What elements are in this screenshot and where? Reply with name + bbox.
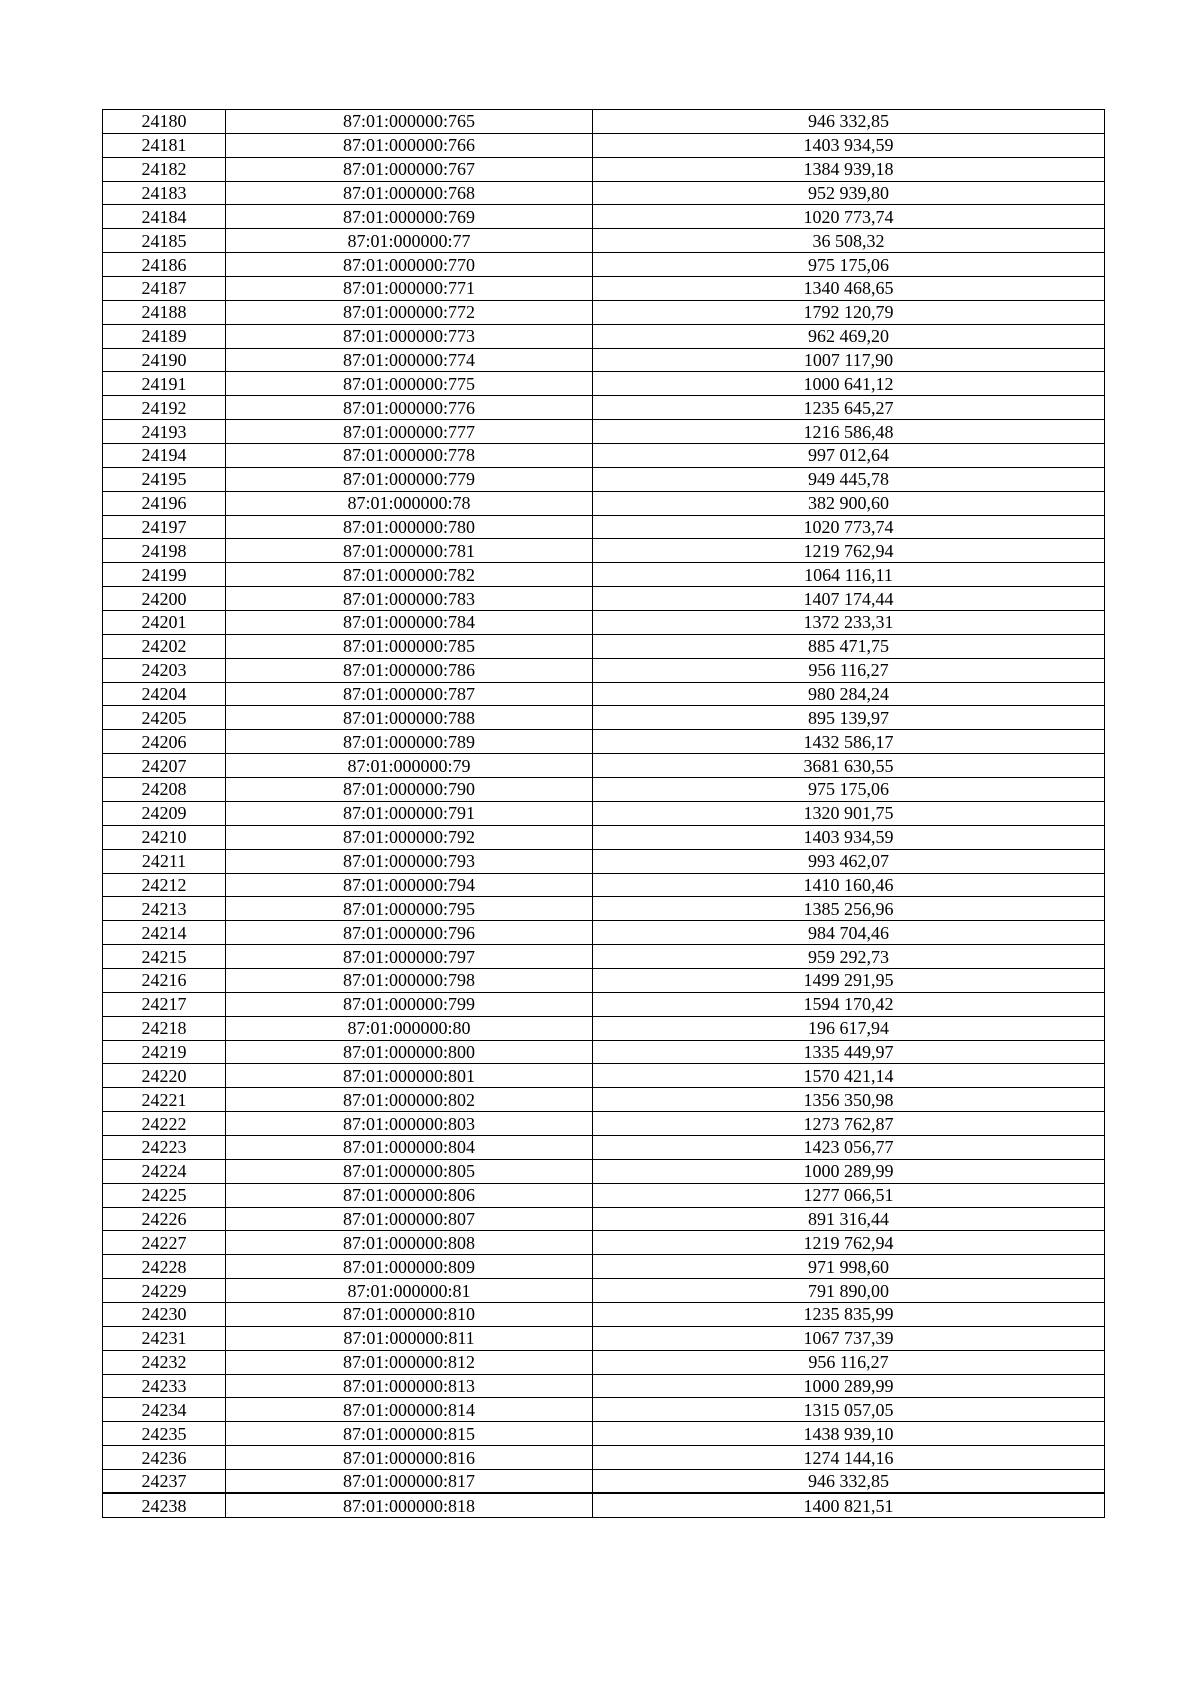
table-row <box>103 467 1105 491</box>
table-row <box>103 1207 1105 1231</box>
table-row <box>103 1350 1105 1374</box>
value-cell: 1372 233,31 <box>593 611 1105 635</box>
cadastral-number-cell: 87:01:000000:778 <box>226 444 593 468</box>
row-number-cell: 24236 <box>103 1446 226 1470</box>
row-number-cell: 24220 <box>103 1064 226 1088</box>
value-cell: 1438 939,10 <box>593 1422 1105 1446</box>
value-cell: 984 704,46 <box>593 921 1105 945</box>
table-row <box>103 825 1105 849</box>
value-cell: 959 292,73 <box>593 945 1105 969</box>
table-row <box>103 253 1105 277</box>
cadastral-number-cell: 87:01:000000:815 <box>226 1422 593 1446</box>
table-row <box>103 1159 1105 1183</box>
value-cell: 1315 057,05 <box>593 1398 1105 1422</box>
value-cell: 891 316,44 <box>593 1207 1105 1231</box>
table-row <box>103 563 1105 587</box>
value-cell: 1216 586,48 <box>593 420 1105 444</box>
cadastral-number-cell: 87:01:000000:788 <box>226 706 593 730</box>
cadastral-number-cell: 87:01:000000:817 <box>226 1469 593 1493</box>
value-cell: 1403 934,59 <box>593 825 1105 849</box>
table-row <box>103 682 1105 706</box>
table-row <box>103 730 1105 754</box>
row-number-cell: 24231 <box>103 1326 226 1350</box>
row-number-cell: 24180 <box>103 110 226 134</box>
cadastral-number-cell: 87:01:000000:789 <box>226 730 593 754</box>
row-number-cell: 24214 <box>103 921 226 945</box>
table-row <box>103 205 1105 229</box>
table-row <box>103 300 1105 324</box>
table-row <box>103 754 1105 778</box>
table-row <box>103 277 1105 301</box>
row-number-cell: 24225 <box>103 1183 226 1207</box>
value-cell: 885 471,75 <box>593 634 1105 658</box>
table-row <box>103 539 1105 563</box>
table-row <box>103 658 1105 682</box>
value-cell: 1020 773,74 <box>593 205 1105 229</box>
value-cell: 1594 170,42 <box>593 992 1105 1016</box>
table-row <box>103 348 1105 372</box>
table-row <box>103 873 1105 897</box>
row-number-cell: 24205 <box>103 706 226 730</box>
cadastral-number-cell: 87:01:000000:798 <box>226 968 593 992</box>
row-number-cell: 24206 <box>103 730 226 754</box>
row-number-cell: 24204 <box>103 682 226 706</box>
value-cell: 956 116,27 <box>593 658 1105 682</box>
cadastral-number-cell: 87:01:000000:775 <box>226 372 593 396</box>
value-cell: 196 617,94 <box>593 1016 1105 1040</box>
row-number-cell: 24234 <box>103 1398 226 1422</box>
row-number-cell: 24219 <box>103 1040 226 1064</box>
cadastral-number-cell: 87:01:000000:81 <box>226 1279 593 1303</box>
cadastral-number-cell: 87:01:000000:794 <box>226 873 593 897</box>
cadastral-number-cell: 87:01:000000:804 <box>226 1135 593 1159</box>
table-row <box>103 1135 1105 1159</box>
row-number-cell: 24237 <box>103 1469 226 1493</box>
value-cell: 1356 350,98 <box>593 1088 1105 1112</box>
table-row <box>103 968 1105 992</box>
table-body <box>103 110 1105 1518</box>
cadastral-number-cell: 87:01:000000:809 <box>226 1255 593 1279</box>
value-cell: 36 508,32 <box>593 229 1105 253</box>
row-number-cell: 24197 <box>103 515 226 539</box>
value-cell: 3681 630,55 <box>593 754 1105 778</box>
table-row <box>103 420 1105 444</box>
value-cell: 1320 901,75 <box>593 801 1105 825</box>
cadastral-number-cell: 87:01:000000:768 <box>226 181 593 205</box>
row-number-cell: 24227 <box>103 1231 226 1255</box>
cadastral-number-cell: 87:01:000000:796 <box>226 921 593 945</box>
value-cell: 1340 468,65 <box>593 277 1105 301</box>
row-number-cell: 24208 <box>103 778 226 802</box>
row-number-cell: 24207 <box>103 754 226 778</box>
cadastral-number-cell: 87:01:000000:783 <box>226 587 593 611</box>
row-number-cell: 24233 <box>103 1374 226 1398</box>
value-cell: 946 332,85 <box>593 110 1105 134</box>
value-cell: 382 900,60 <box>593 491 1105 515</box>
value-cell: 1410 160,46 <box>593 873 1105 897</box>
row-number-cell: 24221 <box>103 1088 226 1112</box>
row-number-cell: 24202 <box>103 634 226 658</box>
table-row <box>103 229 1105 253</box>
table-row <box>103 133 1105 157</box>
table-row <box>103 1374 1105 1398</box>
value-cell: 1235 645,27 <box>593 396 1105 420</box>
cadastral-number-cell: 87:01:000000:787 <box>226 682 593 706</box>
row-number-cell: 24211 <box>103 849 226 873</box>
cadastral-number-cell: 87:01:000000:799 <box>226 992 593 1016</box>
row-number-cell: 24196 <box>103 491 226 515</box>
table-row <box>103 1469 1105 1493</box>
row-number-cell: 24184 <box>103 205 226 229</box>
value-cell: 962 469,20 <box>593 324 1105 348</box>
cadastral-number-cell: 87:01:000000:780 <box>226 515 593 539</box>
row-number-cell: 24201 <box>103 611 226 635</box>
value-cell: 1792 120,79 <box>593 300 1105 324</box>
cadastral-number-cell: 87:01:000000:800 <box>226 1040 593 1064</box>
cadastral-number-cell: 87:01:000000:766 <box>226 133 593 157</box>
cadastral-number-cell: 87:01:000000:797 <box>226 945 593 969</box>
table-row <box>103 587 1105 611</box>
row-number-cell: 24203 <box>103 658 226 682</box>
value-cell: 956 116,27 <box>593 1350 1105 1374</box>
row-number-cell: 24230 <box>103 1302 226 1326</box>
row-number-cell: 24209 <box>103 801 226 825</box>
row-number-cell: 24216 <box>103 968 226 992</box>
cadastral-number-cell: 87:01:000000:806 <box>226 1183 593 1207</box>
value-cell: 1384 939,18 <box>593 157 1105 181</box>
value-cell: 946 332,85 <box>593 1469 1105 1493</box>
cadastral-number-cell: 87:01:000000:773 <box>226 324 593 348</box>
cadastral-number-cell: 87:01:000000:770 <box>226 253 593 277</box>
value-cell: 1219 762,94 <box>593 1231 1105 1255</box>
table-row <box>103 1183 1105 1207</box>
row-number-cell: 24210 <box>103 825 226 849</box>
table-row <box>103 1446 1105 1470</box>
value-cell: 949 445,78 <box>593 467 1105 491</box>
row-number-cell: 24217 <box>103 992 226 1016</box>
table-row <box>103 992 1105 1016</box>
cadastral-number-cell: 87:01:000000:771 <box>226 277 593 301</box>
cadastral-number-cell: 87:01:000000:802 <box>226 1088 593 1112</box>
row-number-cell: 24188 <box>103 300 226 324</box>
table-row <box>103 778 1105 802</box>
cadastral-number-cell: 87:01:000000:786 <box>226 658 593 682</box>
cadastral-number-cell: 87:01:000000:807 <box>226 1207 593 1231</box>
cadastral-number-cell: 87:01:000000:810 <box>226 1302 593 1326</box>
cadastral-value-table <box>102 109 1105 1518</box>
value-cell: 1000 641,12 <box>593 372 1105 396</box>
row-number-cell: 24198 <box>103 539 226 563</box>
cadastral-number-cell: 87:01:000000:792 <box>226 825 593 849</box>
table-row <box>103 1040 1105 1064</box>
value-cell: 1273 762,87 <box>593 1112 1105 1136</box>
value-cell: 1219 762,94 <box>593 539 1105 563</box>
table-row <box>103 1279 1105 1303</box>
value-cell: 1403 934,59 <box>593 133 1105 157</box>
table-row <box>103 897 1105 921</box>
value-cell: 1400 821,51 <box>593 1493 1105 1517</box>
row-number-cell: 24181 <box>103 133 226 157</box>
cadastral-number-cell: 87:01:000000:79 <box>226 754 593 778</box>
table-row <box>103 801 1105 825</box>
table-row <box>103 157 1105 181</box>
value-cell: 1235 835,99 <box>593 1302 1105 1326</box>
value-cell: 1385 256,96 <box>593 897 1105 921</box>
row-number-cell: 24185 <box>103 229 226 253</box>
cadastral-number-cell: 87:01:000000:777 <box>226 420 593 444</box>
cadastral-number-cell: 87:01:000000:784 <box>226 611 593 635</box>
table-row <box>103 1493 1105 1517</box>
value-cell: 1064 116,11 <box>593 563 1105 587</box>
cadastral-number-cell: 87:01:000000:772 <box>226 300 593 324</box>
row-number-cell: 24186 <box>103 253 226 277</box>
row-number-cell: 24238 <box>103 1493 226 1517</box>
value-cell: 1000 289,99 <box>593 1159 1105 1183</box>
row-number-cell: 24195 <box>103 467 226 491</box>
cadastral-number-cell: 87:01:000000:776 <box>226 396 593 420</box>
table-row <box>103 181 1105 205</box>
row-number-cell: 24215 <box>103 945 226 969</box>
cadastral-number-cell: 87:01:000000:818 <box>226 1493 593 1517</box>
table-row <box>103 1231 1105 1255</box>
table-row <box>103 491 1105 515</box>
row-number-cell: 24224 <box>103 1159 226 1183</box>
value-cell: 1277 066,51 <box>593 1183 1105 1207</box>
value-cell: 997 012,64 <box>593 444 1105 468</box>
table-row <box>103 1255 1105 1279</box>
cadastral-number-cell: 87:01:000000:80 <box>226 1016 593 1040</box>
row-number-cell: 24235 <box>103 1422 226 1446</box>
row-number-cell: 24218 <box>103 1016 226 1040</box>
row-number-cell: 24212 <box>103 873 226 897</box>
row-number-cell: 24213 <box>103 897 226 921</box>
row-number-cell: 24228 <box>103 1255 226 1279</box>
cadastral-number-cell: 87:01:000000:781 <box>226 539 593 563</box>
cadastral-number-cell: 87:01:000000:782 <box>226 563 593 587</box>
row-number-cell: 24183 <box>103 181 226 205</box>
table-row <box>103 1016 1105 1040</box>
row-number-cell: 24193 <box>103 420 226 444</box>
cadastral-number-cell: 87:01:000000:801 <box>226 1064 593 1088</box>
value-cell: 1020 773,74 <box>593 515 1105 539</box>
value-cell: 895 139,97 <box>593 706 1105 730</box>
value-cell: 1335 449,97 <box>593 1040 1105 1064</box>
value-cell: 1423 056,77 <box>593 1135 1105 1159</box>
cadastral-number-cell: 87:01:000000:808 <box>226 1231 593 1255</box>
row-number-cell: 24190 <box>103 348 226 372</box>
table-row <box>103 921 1105 945</box>
table-row <box>103 945 1105 969</box>
cadastral-number-cell: 87:01:000000:791 <box>226 801 593 825</box>
value-cell: 1499 291,95 <box>593 968 1105 992</box>
value-cell: 952 939,80 <box>593 181 1105 205</box>
cadastral-number-cell: 87:01:000000:790 <box>226 778 593 802</box>
row-number-cell: 24194 <box>103 444 226 468</box>
table-row <box>103 634 1105 658</box>
cadastral-number-cell: 87:01:000000:769 <box>226 205 593 229</box>
row-number-cell: 24226 <box>103 1207 226 1231</box>
cadastral-number-cell: 87:01:000000:816 <box>226 1446 593 1470</box>
table-row <box>103 1088 1105 1112</box>
cadastral-number-cell: 87:01:000000:767 <box>226 157 593 181</box>
value-cell: 975 175,06 <box>593 253 1105 277</box>
table-row <box>103 396 1105 420</box>
row-number-cell: 24187 <box>103 277 226 301</box>
table-row <box>103 1422 1105 1446</box>
value-cell: 1000 289,99 <box>593 1374 1105 1398</box>
row-number-cell: 24189 <box>103 324 226 348</box>
table-row <box>103 1398 1105 1422</box>
value-cell: 1007 117,90 <box>593 348 1105 372</box>
table-row <box>103 515 1105 539</box>
row-number-cell: 24229 <box>103 1279 226 1303</box>
table-row <box>103 1302 1105 1326</box>
table-row <box>103 849 1105 873</box>
table-row <box>103 1326 1105 1350</box>
cadastral-number-cell: 87:01:000000:793 <box>226 849 593 873</box>
cadastral-number-cell: 87:01:000000:765 <box>226 110 593 134</box>
cadastral-number-cell: 87:01:000000:78 <box>226 491 593 515</box>
cadastral-number-cell: 87:01:000000:812 <box>226 1350 593 1374</box>
table-row <box>103 611 1105 635</box>
row-number-cell: 24223 <box>103 1135 226 1159</box>
table-row <box>103 444 1105 468</box>
cadastral-number-cell: 87:01:000000:813 <box>226 1374 593 1398</box>
table-row <box>103 1064 1105 1088</box>
value-cell: 1407 174,44 <box>593 587 1105 611</box>
cadastral-number-cell: 87:01:000000:774 <box>226 348 593 372</box>
cadastral-number-cell: 87:01:000000:785 <box>226 634 593 658</box>
cadastral-number-cell: 87:01:000000:803 <box>226 1112 593 1136</box>
cadastral-number-cell: 87:01:000000:805 <box>226 1159 593 1183</box>
row-number-cell: 24200 <box>103 587 226 611</box>
table-row <box>103 706 1105 730</box>
table-row <box>103 372 1105 396</box>
row-number-cell: 24182 <box>103 157 226 181</box>
cadastral-number-cell: 87:01:000000:814 <box>226 1398 593 1422</box>
table-row <box>103 110 1105 134</box>
cadastral-number-cell: 87:01:000000:795 <box>226 897 593 921</box>
value-cell: 791 890,00 <box>593 1279 1105 1303</box>
table-row <box>103 1112 1105 1136</box>
value-cell: 1274 144,16 <box>593 1446 1105 1470</box>
value-cell: 975 175,06 <box>593 778 1105 802</box>
value-cell: 993 462,07 <box>593 849 1105 873</box>
cadastral-number-cell: 87:01:000000:77 <box>226 229 593 253</box>
value-cell: 1067 737,39 <box>593 1326 1105 1350</box>
table-row <box>103 324 1105 348</box>
value-cell: 971 998,60 <box>593 1255 1105 1279</box>
row-number-cell: 24191 <box>103 372 226 396</box>
cadastral-number-cell: 87:01:000000:779 <box>226 467 593 491</box>
value-cell: 1432 586,17 <box>593 730 1105 754</box>
value-cell: 980 284,24 <box>593 682 1105 706</box>
row-number-cell: 24199 <box>103 563 226 587</box>
row-number-cell: 24232 <box>103 1350 226 1374</box>
row-number-cell: 24222 <box>103 1112 226 1136</box>
cadastral-number-cell: 87:01:000000:811 <box>226 1326 593 1350</box>
value-cell: 1570 421,14 <box>593 1064 1105 1088</box>
row-number-cell: 24192 <box>103 396 226 420</box>
